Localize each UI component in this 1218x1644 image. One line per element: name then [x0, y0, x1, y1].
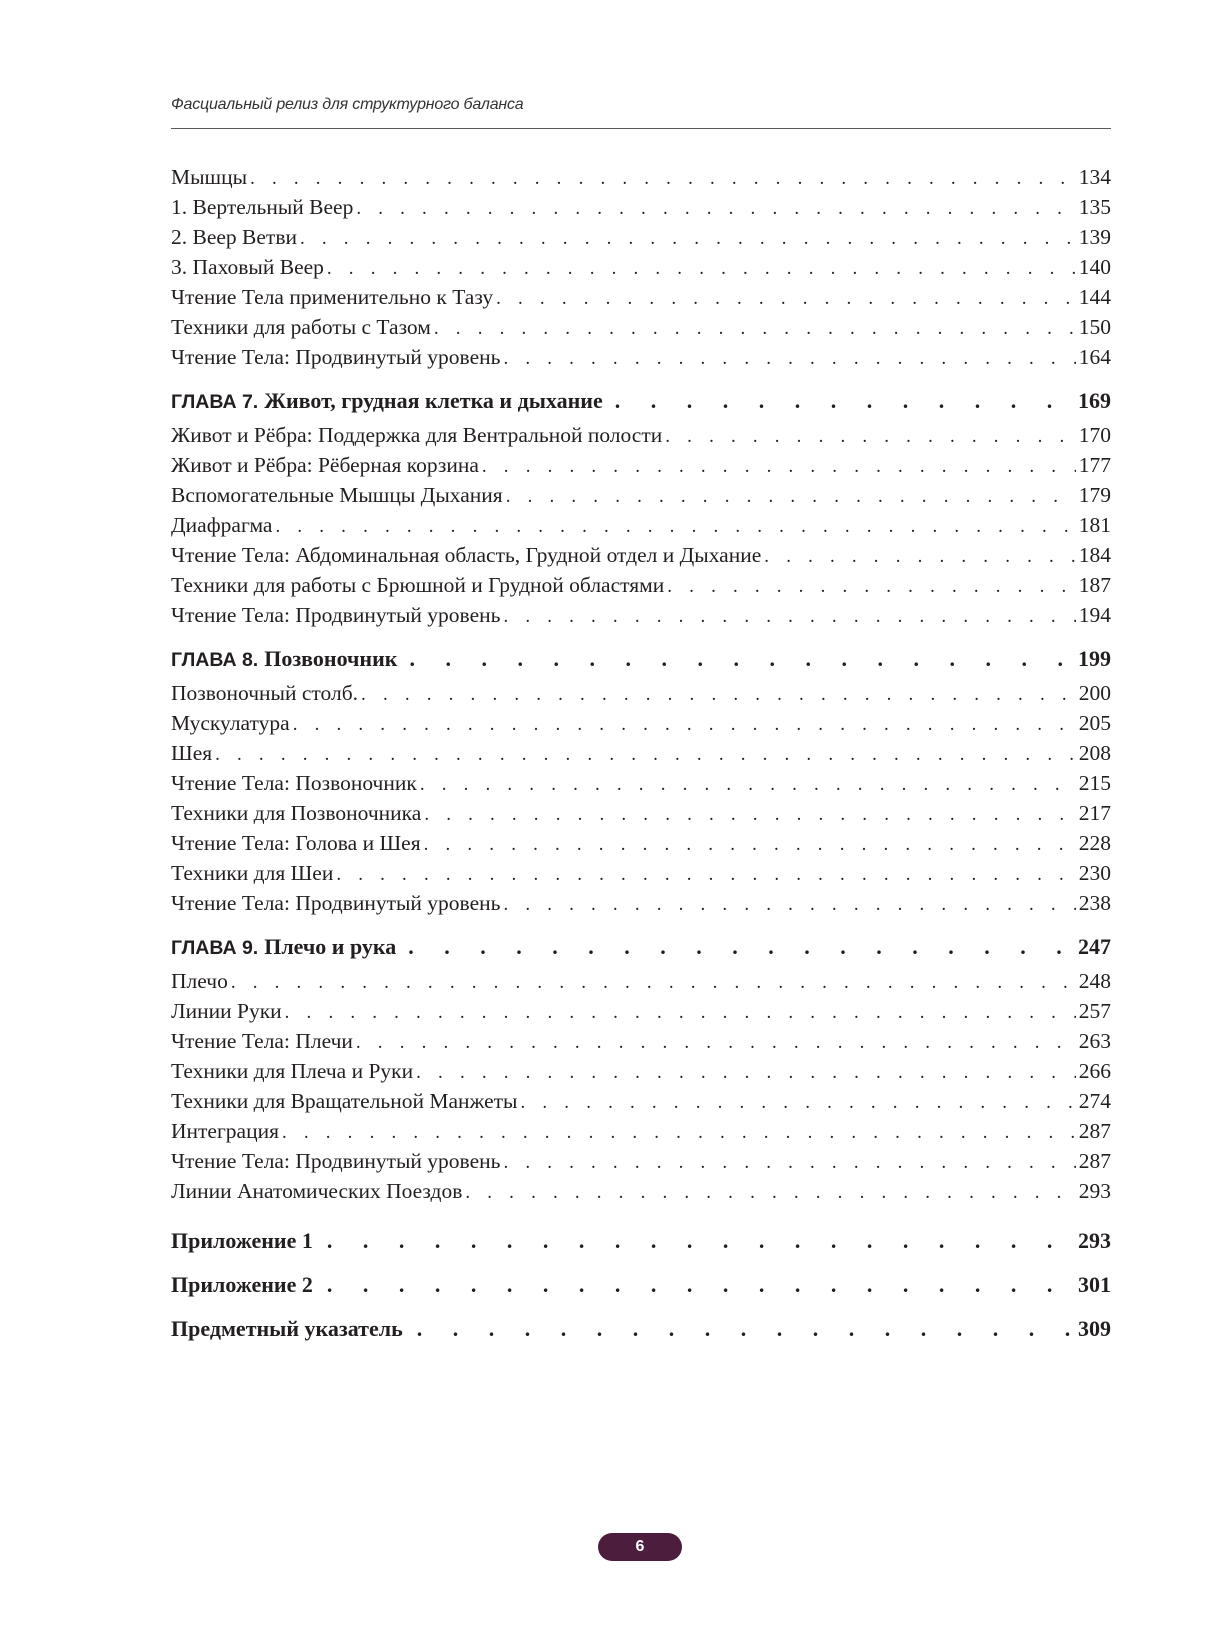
entry-title: Мускулатура — [171, 711, 290, 735]
toc-entry[interactable] — [171, 222, 1111, 252]
toc-entry[interactable] — [171, 768, 1111, 798]
entry-title: Диафрагма — [171, 513, 273, 537]
toc-entry[interactable] — [171, 342, 1111, 372]
entry-page: 184 — [1078, 543, 1111, 567]
chapter-heading-8[interactable] — [171, 642, 1111, 676]
dot-leader — [424, 800, 1075, 830]
appendix-title: Приложение 1 — [171, 1228, 313, 1253]
entry-title: Чтение Тела: Позвоночник — [171, 771, 417, 795]
entry-page: 287 — [1078, 1149, 1111, 1173]
appendix-entry-1[interactable] — [171, 1224, 1111, 1258]
entry-title: Живот и Рёбра: Рёберная корзина — [171, 453, 479, 477]
toc-entry[interactable] — [171, 1176, 1111, 1206]
entry-page: 177 — [1078, 453, 1111, 477]
entry-title: 3. Паховый Веер — [171, 255, 324, 279]
chapter-label: ГЛАВА 8. — [171, 649, 259, 671]
toc-entry[interactable] — [171, 282, 1111, 312]
page-number-badge: 6 — [598, 1533, 682, 1561]
toc-entry[interactable] — [171, 1086, 1111, 1116]
toc-entry[interactable] — [171, 888, 1111, 918]
entry-title: 1. Вертельный Веер — [171, 195, 354, 219]
dot-leader — [282, 1118, 1076, 1148]
toc-entry[interactable] — [171, 480, 1111, 510]
toc-entry[interactable] — [171, 600, 1111, 630]
entry-page: 287 — [1078, 1119, 1111, 1143]
chapter-heading-9[interactable] — [171, 930, 1111, 964]
dot-leader — [764, 542, 1075, 572]
entry-page: 263 — [1078, 1029, 1111, 1053]
entry-page: 181 — [1078, 513, 1111, 537]
dot-leader — [361, 680, 1076, 710]
entry-page: 179 — [1078, 483, 1111, 507]
appendix-title: Приложение 2 — [171, 1272, 313, 1297]
entry-page: 257 — [1078, 999, 1111, 1023]
entry-page: 135 — [1078, 195, 1111, 219]
entry-title: Техники для Позвоночника — [171, 801, 422, 825]
entry-page: 150 — [1078, 315, 1111, 339]
toc-entry[interactable] — [171, 192, 1111, 222]
chapter-heading-7[interactable] — [171, 384, 1111, 418]
dot-leader — [408, 930, 1072, 964]
toc-entry[interactable] — [171, 996, 1111, 1026]
entry-page: 164 — [1078, 345, 1111, 369]
dot-leader — [327, 1224, 1072, 1258]
entry-title: Чтение Тела: Абдоминальная область, Грудной отдел и Дыхание — [171, 543, 762, 567]
chapter-page: 199 — [1078, 646, 1111, 671]
entry-title: Чтение Тела: Продвинутый уровень — [171, 603, 501, 627]
entry-title: Живот и Рёбра: Поддержка для Вентральной полости — [171, 423, 663, 447]
entry-page: 248 — [1078, 969, 1111, 993]
entry-page: 208 — [1078, 741, 1111, 765]
entry-title: Чтение Тела: Продвинутый уровень — [171, 1149, 501, 1173]
entry-page: 187 — [1078, 573, 1111, 597]
chapter-page: 247 — [1078, 934, 1111, 959]
chapter-title: Живот, грудная клетка и дыхание — [264, 388, 603, 413]
dot-leader — [667, 572, 1075, 602]
entry-title: Мышцы — [171, 165, 248, 189]
entry-title: 2. Веер Ветви — [171, 225, 297, 249]
entry-title: Позвоночный столб. — [171, 681, 359, 705]
entry-page: 274 — [1078, 1089, 1111, 1113]
entry-title: Чтение Тела: Плечи — [171, 1029, 353, 1053]
entry-title: Техники для работы с Тазом — [171, 315, 431, 339]
entry-page: 217 — [1078, 801, 1111, 825]
toc-entry[interactable] — [171, 570, 1111, 600]
entry-title: Техники для Плеча и Руки — [171, 1059, 414, 1083]
dot-leader — [327, 1268, 1072, 1302]
chapter-title: Плечо и рука — [264, 934, 397, 959]
appendix-page: 309 — [1078, 1316, 1111, 1341]
toc-entry[interactable] — [171, 510, 1111, 540]
dot-leader — [327, 254, 1076, 284]
dot-leader — [503, 344, 1075, 374]
appendix-page: 301 — [1078, 1272, 1111, 1297]
chapter-page: 169 — [1078, 388, 1111, 413]
dot-leader — [503, 602, 1075, 632]
appendix-page: 293 — [1078, 1228, 1111, 1253]
dot-leader — [424, 830, 1076, 860]
dot-leader — [356, 1028, 1076, 1058]
entry-title: Шея — [171, 741, 213, 765]
entry-title: Вспомогательные Мышцы Дыхания — [171, 483, 503, 507]
entry-page: 230 — [1078, 861, 1111, 885]
entry-page: 293 — [1078, 1179, 1111, 1203]
chapter-label: ГЛАВА 9. — [171, 937, 259, 959]
dot-leader — [300, 224, 1076, 254]
dot-leader — [231, 968, 1076, 998]
toc-entry[interactable] — [171, 450, 1111, 480]
dot-leader — [417, 1312, 1072, 1346]
toc-entry[interactable] — [171, 252, 1111, 282]
dot-leader — [482, 452, 1076, 482]
entry-title: Чтение Тела: Продвинутый уровень — [171, 345, 501, 369]
dot-leader — [506, 482, 1076, 512]
entry-page: 139 — [1078, 225, 1111, 249]
dot-leader — [503, 1148, 1075, 1178]
toc-entry[interactable] — [171, 678, 1111, 708]
running-title: Фасциальный релиз для структурного баланса — [171, 96, 524, 113]
entry-page: 228 — [1078, 831, 1111, 855]
dot-leader — [416, 1058, 1076, 1088]
dot-leader — [250, 164, 1076, 194]
dot-leader — [336, 860, 1075, 890]
toc-entry[interactable] — [171, 1026, 1111, 1056]
dot-leader — [503, 890, 1075, 920]
toc-entry[interactable] — [171, 1146, 1111, 1176]
entry-page: 134 — [1078, 165, 1111, 189]
entry-title: Чтение Тела применительно к Тазу — [171, 285, 494, 309]
dot-leader — [215, 740, 1076, 770]
chapter-label: ГЛАВА 7. — [171, 391, 259, 413]
dot-leader — [420, 770, 1076, 800]
toc-entry[interactable] — [171, 420, 1111, 450]
toc-entry[interactable] — [171, 966, 1111, 996]
entry-title: Чтение Тела: Продвинутый уровень — [171, 891, 501, 915]
toc-entry[interactable] — [171, 1056, 1111, 1086]
entry-page: 238 — [1078, 891, 1111, 915]
dot-leader — [275, 512, 1075, 542]
dot-leader — [356, 194, 1075, 224]
table-of-contents — [171, 162, 1111, 1346]
toc-entry[interactable] — [171, 738, 1111, 768]
entry-page: 200 — [1078, 681, 1111, 705]
entry-title: Плечо — [171, 969, 228, 993]
entry-page: 266 — [1078, 1059, 1111, 1083]
entry-page: 140 — [1078, 255, 1111, 279]
entry-page: 194 — [1078, 603, 1111, 627]
toc-entry[interactable] — [171, 540, 1111, 570]
dot-leader — [285, 998, 1076, 1028]
dot-leader — [409, 642, 1072, 676]
appendix-title: Предметный указатель — [171, 1316, 403, 1341]
header-rule — [171, 128, 1111, 129]
entry-page: 205 — [1078, 711, 1111, 735]
dot-leader — [496, 284, 1076, 314]
toc-entry[interactable] — [171, 828, 1111, 858]
dot-leader — [615, 384, 1072, 418]
entry-page: 215 — [1078, 771, 1111, 795]
subject-index-entry[interactable] — [171, 1312, 1111, 1346]
toc-entry[interactable] — [171, 1116, 1111, 1146]
dot-leader — [665, 422, 1075, 452]
toc-entry[interactable] — [171, 312, 1111, 342]
dot-leader — [434, 314, 1076, 344]
dot-leader — [521, 1088, 1076, 1118]
entry-title: Техники для Шеи — [171, 861, 334, 885]
toc-entry[interactable] — [171, 162, 1111, 192]
dot-leader — [293, 710, 1076, 740]
entry-page: 170 — [1078, 423, 1111, 447]
chapter-title: Позвоночник — [264, 646, 398, 671]
entry-title: Техники для Вращательной Манжеты — [171, 1089, 518, 1113]
dot-leader — [465, 1178, 1075, 1208]
entry-title: Линии Руки — [171, 999, 282, 1023]
toc-entry[interactable] — [171, 798, 1111, 828]
toc-entry[interactable] — [171, 858, 1111, 888]
entry-page: 144 — [1078, 285, 1111, 309]
appendix-entry-2[interactable] — [171, 1268, 1111, 1302]
entry-title: Линии Анатомических Поездов — [171, 1179, 463, 1203]
toc-entry[interactable] — [171, 708, 1111, 738]
entry-title: Техники для работы с Брюшной и Грудной областями — [171, 573, 665, 597]
entry-title: Интеграция — [171, 1119, 279, 1143]
entry-title: Чтение Тела: Голова и Шея — [171, 831, 421, 855]
